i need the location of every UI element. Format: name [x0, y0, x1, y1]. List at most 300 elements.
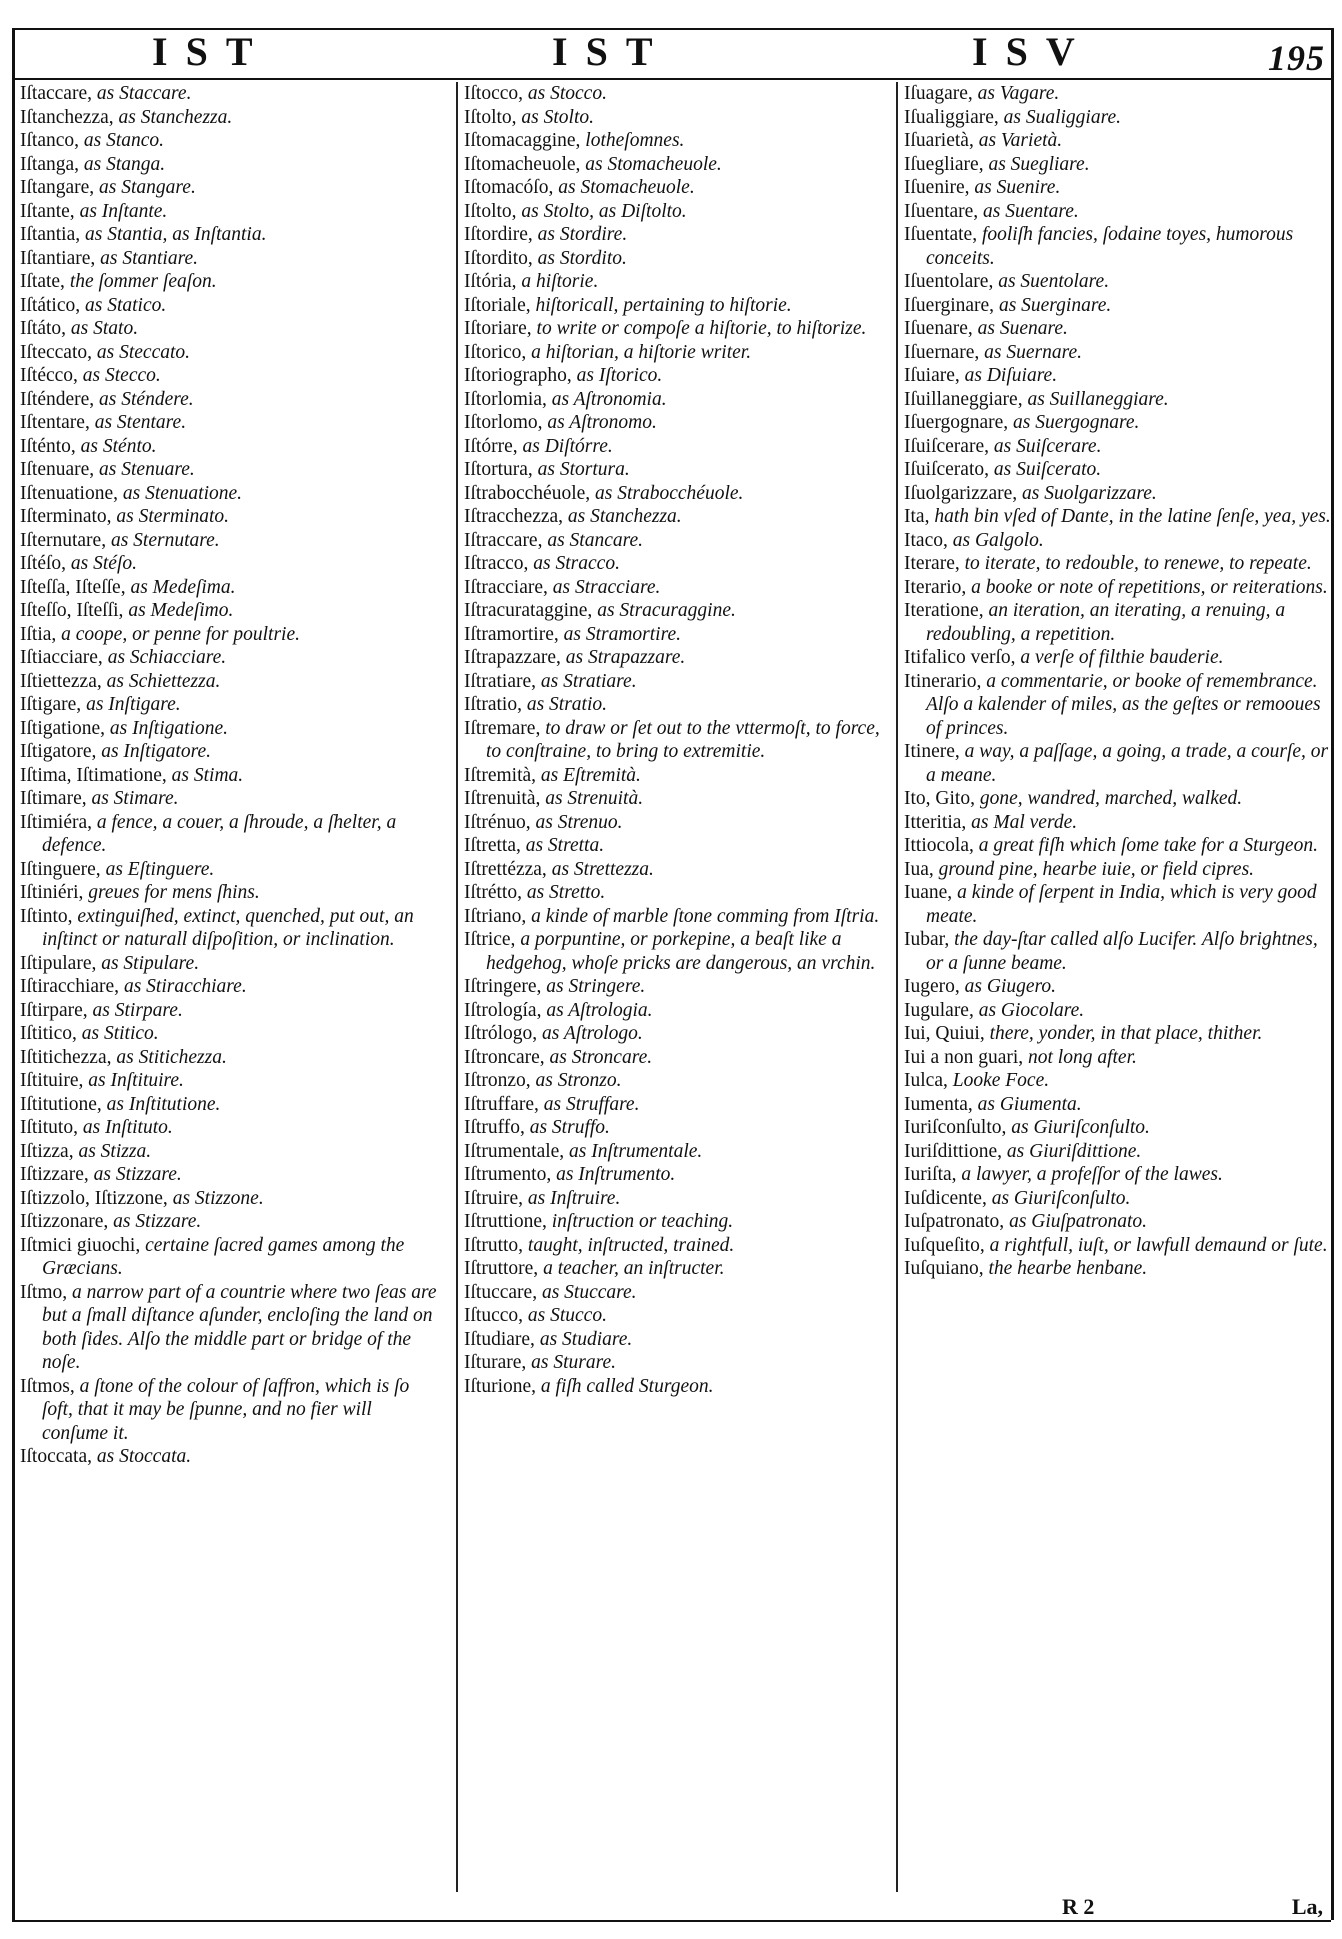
dictionary-entry	[20, 176, 440, 200]
entry-definition: as Stolto, as Diſtolto.	[521, 200, 687, 222]
entry-headword: Iſtrétto,	[464, 882, 522, 903]
dictionary-entry	[904, 1163, 1334, 1187]
entry-definition: as Galgolo.	[952, 529, 1044, 551]
entry-headword: Iſtizza,	[20, 1140, 74, 1162]
dictionary-entry	[20, 975, 440, 999]
entry-definition: taught, inſtructed, trained.	[527, 1234, 735, 1256]
entry-headword: Iſtriano,	[464, 905, 527, 927]
dictionary-entry	[20, 317, 440, 341]
entry-headword: Iſtinto,	[20, 905, 73, 927]
entry-definition: as Stato.	[70, 318, 139, 339]
entry-definition: as Stuccare.	[541, 1281, 637, 1303]
dictionary-entry	[904, 270, 1334, 294]
entry-definition: as Mal verde.	[971, 811, 1078, 833]
entry-definition: a booke or note of repetitions, or reiterations.	[971, 576, 1328, 598]
entry-definition: as Stipulare.	[101, 952, 200, 974]
entry-headword: Iſuenare,	[904, 318, 973, 339]
dictionary-entry	[464, 576, 894, 600]
dictionary-entry	[904, 646, 1334, 670]
dictionary-entry	[904, 1022, 1334, 1046]
dictionary-entry	[464, 1093, 894, 1117]
dictionary-entry	[464, 294, 894, 318]
dictionary-entry	[20, 200, 440, 224]
entry-definition: as Stanco.	[83, 130, 165, 151]
entry-headword: Iuriſconſulto,	[904, 1117, 1007, 1138]
entry-headword: Iſtitutione,	[20, 1093, 102, 1115]
entry-headword: Iſtenuare,	[20, 459, 95, 480]
entry-headword: Iſtória,	[464, 271, 517, 292]
dictionary-entry	[904, 599, 1334, 646]
dictionary-entry	[20, 599, 440, 623]
entry-headword: Iſuenire,	[904, 177, 970, 198]
entry-definition: as Stizzare.	[113, 1211, 202, 1232]
dictionary-entry	[20, 811, 440, 858]
dictionary-entry	[20, 153, 440, 177]
dictionary-entry	[20, 717, 440, 741]
dictionary-entry	[20, 411, 440, 435]
dictionary-entry	[20, 787, 440, 811]
entry-headword: Iſuentare,	[904, 200, 979, 222]
entry-definition: as Giuſpatronato.	[1009, 1211, 1148, 1232]
running-head-left: IST	[152, 29, 271, 74]
dictionary-entry	[20, 1187, 440, 1211]
entry-headword: Iſtruire,	[464, 1187, 524, 1209]
page-footer	[12, 1894, 1331, 1920]
entry-headword: Iſtoccata,	[20, 1446, 92, 1467]
entry-definition: as Stima.	[171, 764, 244, 786]
entry-headword: Iſtomacaggine,	[464, 130, 581, 151]
entry-headword: Iſtirpare,	[20, 999, 88, 1021]
entry-definition: inſtruction or teaching.	[551, 1211, 734, 1232]
entry-definition: ground pine, hearbe iuie, or field cipres.	[938, 858, 1255, 880]
entry-definition: as Inſtigatore.	[101, 741, 211, 762]
entry-headword: Iſtoriale,	[464, 294, 531, 316]
dictionary-entry	[464, 787, 894, 811]
dictionary-entry	[20, 1375, 440, 1446]
entry-headword: Iſtronzo,	[464, 1070, 531, 1091]
entry-definition: as Suillaneggiare.	[1027, 388, 1169, 410]
entry-headword: Iſtiacciare,	[20, 647, 103, 668]
dictionary-entry	[20, 1140, 440, 1164]
dictionary-entry	[904, 1116, 1334, 1140]
entry-headword: Iſuentolare,	[904, 271, 994, 292]
entry-headword: Iſtiniéri,	[20, 882, 84, 903]
entry-definition: to draw or ſet out to the vttermoſt, to force, to conſtraine, to bring to extremitie.	[486, 717, 880, 762]
dictionary-entry	[904, 787, 1334, 811]
dictionary-entry	[20, 270, 440, 294]
entry-definition: as Eſtinguere.	[105, 858, 215, 880]
running-head-center: IST	[552, 29, 671, 74]
entry-definition: as Stantiare.	[100, 247, 198, 269]
entry-definition: a rightfull, iuſt, or lawfull demaund or ſute.	[989, 1234, 1328, 1256]
entry-headword: Iſteſſo, Iſteſſi,	[20, 600, 124, 621]
entry-definition: as Suiſcerare.	[993, 435, 1102, 457]
dictionary-entry	[904, 740, 1334, 787]
dictionary-entry	[904, 576, 1334, 600]
dictionary-entry	[904, 529, 1334, 553]
entry-headword: Iſtécco,	[20, 365, 78, 386]
entry-headword: Iſuagare,	[904, 83, 973, 104]
entry-headword: Iſtrénuo,	[464, 811, 531, 833]
dictionary-entry	[464, 623, 894, 647]
dictionary-entry	[464, 1304, 894, 1328]
entry-headword: Iſtáto,	[20, 318, 67, 339]
entry-headword: Iſtremare,	[464, 717, 541, 739]
dictionary-entry	[464, 1187, 894, 1211]
dictionary-entry	[904, 223, 1334, 270]
entry-definition: to write or compoſe a hiſtorie, to hiſtorize.	[536, 318, 867, 339]
entry-headword: Iubar,	[904, 929, 950, 950]
dictionary-entry	[20, 623, 440, 647]
entry-definition: the day-ſtar called alſo Lucifer. Alſo brightnes, or a ſunne beame.	[926, 929, 1318, 974]
dictionary-entry	[904, 82, 1334, 106]
entry-headword: Iſtiettezza,	[20, 670, 102, 692]
entry-definition: not long after.	[1028, 1046, 1137, 1068]
entry-definition: as Stratio.	[526, 694, 608, 715]
dictionary-entry	[20, 1022, 440, 1046]
entry-definition: as Stanchezza.	[567, 506, 682, 527]
dictionary-entry	[20, 223, 440, 247]
entry-headword: Iſtrenuità,	[464, 788, 541, 809]
dictionary-entry	[904, 176, 1334, 200]
dictionary-entry	[464, 928, 894, 975]
entry-headword: Iſtracchezza,	[464, 506, 564, 527]
entry-headword: Iſtrabocchéuole,	[464, 482, 591, 504]
dictionary-entry	[464, 106, 894, 130]
dictionary-entry	[904, 364, 1334, 388]
entry-definition: as Stantia, as Inſtantia.	[84, 224, 267, 245]
dictionary-entry	[464, 176, 894, 200]
dictionary-entry	[904, 1140, 1334, 1164]
entry-definition: as Stoccata.	[96, 1446, 192, 1467]
dictionary-entry	[20, 341, 440, 365]
entry-headword: Iſtrumentale,	[464, 1140, 565, 1162]
entry-headword: Iumenta,	[904, 1093, 973, 1115]
entry-definition: as Stentare.	[94, 412, 187, 433]
dictionary-entry	[904, 1093, 1334, 1117]
entry-definition: as Diſuiare.	[964, 365, 1058, 386]
entry-headword: Ita,	[904, 506, 930, 527]
dictionary-entry	[20, 1445, 440, 1469]
dictionary-entry	[904, 1257, 1334, 1281]
entry-definition: a fiſh called Sturgeon.	[540, 1375, 714, 1397]
dictionary-entry	[464, 1351, 894, 1375]
dictionary-entry	[464, 1375, 894, 1399]
dictionary-entry	[464, 858, 894, 882]
entry-definition: as Inſtruire.	[527, 1187, 621, 1209]
dictionary-entry	[904, 458, 1334, 482]
entry-definition: gone, wandred, marched, walked.	[979, 788, 1243, 809]
entry-headword: Iſtomacóſo,	[464, 177, 554, 198]
entry-headword: Iſtordito,	[464, 247, 533, 269]
dictionary-entry	[464, 670, 894, 694]
dictionary-entry	[464, 552, 894, 576]
entry-headword: Iſtanga,	[20, 153, 80, 175]
entry-headword: Iſtretta,	[464, 835, 521, 856]
entry-definition: as Struffo.	[529, 1117, 610, 1138]
entry-definition: as Medeſimo.	[128, 600, 234, 621]
entry-headword: Iſtrología,	[464, 999, 542, 1021]
entry-headword: Iſténto,	[20, 435, 76, 457]
column-3	[896, 82, 1334, 1892]
entry-definition: as Giumenta.	[977, 1093, 1082, 1115]
entry-definition: as Steccato.	[96, 341, 191, 363]
entry-definition: as Stracuraggine.	[597, 600, 736, 621]
dictionary-entry	[464, 1281, 894, 1305]
dictionary-entry	[464, 153, 894, 177]
entry-definition: as Inſtigare.	[86, 694, 181, 715]
entry-definition: as Stiracchiare.	[123, 976, 247, 997]
entry-headword: Iſtizzonare,	[20, 1211, 109, 1232]
entry-headword: Iſtroncare,	[464, 1046, 545, 1068]
signature-mark: R 2	[1062, 1894, 1095, 1919]
dictionary-entry	[904, 1069, 1334, 1093]
dictionary-entry	[464, 646, 894, 670]
entry-definition: a porpuntine, or porkepine, a beaſt like a hedgehog, whoſe pricks are dangerous, an vrchin.	[486, 929, 876, 974]
entry-definition: as Suernare.	[984, 341, 1082, 363]
dictionary-entry	[464, 1116, 894, 1140]
entry-definition: as Strapazzare.	[565, 647, 686, 668]
entry-headword: Iſuentate,	[904, 224, 978, 245]
entry-headword: Iſtate,	[20, 271, 65, 292]
entry-headword: Iſtima, Iſtimatione,	[20, 764, 167, 786]
entry-headword: Iſtrapazzare,	[464, 647, 561, 668]
dictionary-entry	[20, 952, 440, 976]
entry-headword: Iſteccato,	[20, 341, 92, 363]
entry-definition: a great fiſh which ſome take for a Sturgeon.	[978, 835, 1318, 856]
entry-definition: as Stringere.	[546, 976, 646, 997]
entry-definition: there, yonder, in that place, thither.	[989, 1023, 1263, 1044]
entry-definition: as Giuriſdittione.	[1006, 1140, 1142, 1162]
entry-headword: Iterare,	[904, 553, 960, 574]
entry-definition: as Stangare.	[99, 177, 196, 198]
entry-headword: Iſtipulare,	[20, 952, 97, 974]
entry-definition: as Stancare.	[547, 529, 644, 551]
entry-definition: as Strenuità.	[545, 788, 644, 809]
entry-definition: as Stroncare.	[549, 1046, 653, 1068]
entry-headword: Iſuarietà,	[904, 130, 974, 151]
entry-definition: as Aſtrologia.	[546, 999, 653, 1021]
entry-headword: Iſualiggiare,	[904, 106, 999, 128]
entry-headword: Itinerario,	[904, 670, 982, 692]
entry-headword: Iſtórre,	[464, 435, 518, 457]
entry-definition: as Schiettezza.	[106, 670, 221, 692]
entry-headword: Iſtoriographo,	[464, 365, 572, 386]
entry-headword: Iſtmici giuochi,	[20, 1234, 141, 1256]
entry-headword: Iſuergognare,	[904, 412, 1009, 433]
entry-definition: as Stéſo.	[70, 553, 137, 574]
entry-headword: Iſternutare,	[20, 529, 107, 551]
dictionary-entry	[464, 364, 894, 388]
entry-headword: Iſtrumento,	[464, 1164, 552, 1185]
entry-definition: as Diſtórre.	[522, 435, 613, 457]
dictionary-entry	[464, 200, 894, 224]
entry-definition: as Inſtigatione.	[109, 717, 228, 739]
entry-definition: as Studiare.	[539, 1328, 633, 1350]
entry-headword: Iſtoriare,	[464, 318, 532, 339]
entry-definition: as Sténdere.	[99, 388, 194, 410]
entry-headword: Iſterminato,	[20, 506, 112, 527]
entry-headword: Iſuernare,	[904, 341, 980, 363]
entry-definition: as Iſtorico.	[576, 365, 663, 386]
entry-definition: as Suerginare.	[998, 294, 1112, 316]
dictionary-entry	[464, 999, 894, 1023]
entry-headword: Iuſpatronato,	[904, 1211, 1005, 1232]
dictionary-entry	[904, 341, 1334, 365]
entry-headword: Iterario,	[904, 576, 967, 598]
entry-definition: as Giuriſconſulto.	[1011, 1117, 1150, 1138]
entry-definition: Looke Foce.	[952, 1070, 1050, 1091]
entry-definition: as Schiacciare.	[107, 647, 227, 668]
entry-headword: Itteritia,	[904, 811, 967, 833]
entry-headword: Iſtrólogo,	[464, 1023, 538, 1044]
dictionary-entry	[904, 200, 1334, 224]
entry-definition: as Giuriſconſulto.	[991, 1187, 1131, 1209]
entry-definition: as Stronzo.	[535, 1070, 622, 1091]
entry-headword: Iteratione,	[904, 600, 984, 621]
dictionary-entry	[904, 670, 1334, 741]
entry-headword: Iſtruttore,	[464, 1258, 539, 1279]
dictionary-entry	[904, 505, 1334, 529]
dictionary-entry	[464, 529, 894, 553]
entry-definition: a teacher, an inſtructer.	[543, 1258, 725, 1279]
entry-definition: as Stordito.	[537, 247, 627, 269]
entry-definition: as Varietà.	[978, 130, 1063, 151]
entry-headword: Iſtracurataggine,	[464, 600, 593, 621]
entry-headword: Iſtruttione,	[464, 1211, 547, 1232]
entry-headword: Iſtia,	[20, 623, 57, 645]
bottom-rule	[12, 1920, 1331, 1922]
dictionary-entry	[464, 834, 894, 858]
entry-definition: as Giocolare.	[978, 999, 1085, 1021]
entry-headword: Iſtorico,	[464, 341, 527, 363]
dictionary-entry	[904, 975, 1334, 999]
entry-headword: Iſtrettézza,	[464, 858, 547, 880]
entry-headword: Iſtantiare,	[20, 247, 96, 269]
column-1	[20, 82, 440, 1892]
entry-headword: Iſtático,	[20, 294, 81, 316]
entry-definition: a hiſtorie.	[521, 271, 599, 292]
dictionary-entry	[20, 82, 440, 106]
entry-definition: as Suiſcerato.	[993, 459, 1102, 480]
entry-definition: as Stordire.	[537, 224, 628, 245]
entry-definition: as Stitichezza.	[116, 1046, 227, 1068]
dictionary-entry	[464, 388, 894, 412]
entry-definition: as Stanchezza.	[118, 106, 233, 128]
dictionary-entry	[20, 693, 440, 717]
entry-definition: as Sténto.	[80, 435, 157, 457]
dictionary-entry	[464, 341, 894, 365]
entry-definition: as Inſtrumento.	[556, 1164, 676, 1185]
entry-definition: as Staccare.	[96, 83, 192, 104]
entry-definition: as Stomacheuole.	[585, 153, 722, 175]
entry-definition: as Sterminato.	[116, 506, 230, 527]
entry-headword: Itinere,	[904, 741, 960, 762]
entry-headword: Iſtimare,	[20, 788, 87, 809]
entry-headword: Iſtenuatione,	[20, 482, 119, 504]
dictionary-entry	[464, 482, 894, 506]
dictionary-entry	[20, 458, 440, 482]
entry-definition: as Aſtronomia.	[551, 388, 667, 410]
entry-headword: Iulca,	[904, 1070, 948, 1091]
dictionary-entry	[20, 999, 440, 1023]
entry-definition: a ſtone of the colour of ſaffron, which is ſo ſoft, that it may be ſpunne, and no fier will conſume it.	[42, 1375, 410, 1444]
dictionary-entry	[904, 1210, 1334, 1234]
entry-headword: Iſuolgarizzare,	[904, 482, 1018, 504]
entry-definition: certaine ſacred games among the Græcians.	[42, 1234, 405, 1279]
entry-definition: as Stretta.	[525, 835, 605, 856]
dictionary-entry	[20, 576, 440, 600]
entry-headword: Iſuerginare,	[904, 294, 995, 316]
dictionary-entry	[904, 153, 1334, 177]
entry-definition: a kinde of ſerpent in India, which is very good meate.	[926, 882, 1317, 927]
entry-headword: Iſtigatione,	[20, 717, 106, 739]
entry-definition: as Stizza.	[78, 1140, 152, 1162]
entry-headword: Iſtracciare,	[464, 576, 548, 598]
dictionary-entry	[904, 388, 1334, 412]
dictionary-entry	[904, 834, 1334, 858]
dictionary-entry	[20, 881, 440, 905]
entry-definition: as Stenuare.	[99, 459, 195, 480]
entry-definition: as Suenire.	[974, 177, 1061, 198]
entry-definition: as Stracciare.	[552, 576, 661, 598]
entry-headword: Iuſdicente,	[904, 1187, 987, 1209]
dictionary-entry	[20, 1281, 440, 1375]
dictionary-entry	[464, 317, 894, 341]
entry-definition: as Stenuatione.	[122, 482, 243, 504]
page-number: 195	[1268, 38, 1325, 78]
dictionary-entry	[20, 764, 440, 788]
dictionary-entry	[20, 482, 440, 506]
dictionary-entry	[464, 458, 894, 482]
entry-definition: as Suolgarizzare.	[1022, 482, 1157, 504]
dictionary-entry	[20, 247, 440, 271]
entry-headword: Iſtratio,	[464, 694, 522, 715]
dictionary-entry	[904, 858, 1334, 882]
entry-headword: Iſturione,	[464, 1375, 537, 1397]
dictionary-entry	[904, 552, 1334, 576]
entry-headword: Itaco,	[904, 529, 948, 551]
entry-headword: Iuriſta,	[904, 1164, 957, 1185]
entry-definition: as Stimare.	[91, 788, 179, 809]
entry-headword: Iſtmos,	[20, 1375, 75, 1397]
entry-headword: Iſtortura,	[464, 459, 533, 480]
entry-headword: Iſtantia,	[20, 224, 81, 245]
entry-headword: Iſturare,	[464, 1352, 527, 1373]
entry-headword: Iui a non guari,	[904, 1046, 1024, 1068]
dictionary-entry	[904, 928, 1334, 975]
entry-definition: as Stizzone.	[172, 1187, 264, 1209]
entry-headword: Iſtolto,	[464, 200, 517, 222]
dictionary-entry	[464, 223, 894, 247]
entry-headword: Iſtratiare,	[464, 670, 536, 692]
entry-headword: Iuſquiano,	[904, 1258, 984, 1279]
dictionary-entry	[20, 1234, 440, 1281]
entry-headword: Itifalico verſo,	[904, 647, 1016, 668]
entry-definition: as Stecco.	[82, 365, 161, 386]
entry-definition: a way, a paſſage, a going, a trade, a courſe, or a meane.	[926, 741, 1329, 786]
entry-headword: Iſtucco,	[464, 1305, 524, 1326]
entry-headword: Iſtituire,	[20, 1070, 84, 1091]
running-head	[12, 28, 1331, 80]
entry-definition: as Strettezza.	[551, 858, 654, 880]
entry-definition: the ſommer ſeaſon.	[69, 271, 217, 292]
dictionary-entry	[904, 106, 1334, 130]
column-2	[456, 82, 894, 1892]
entry-headword: Iſtituto,	[20, 1117, 78, 1138]
entry-headword: Iſtudiare,	[464, 1328, 535, 1350]
entry-headword: Iſténdere,	[20, 388, 95, 410]
